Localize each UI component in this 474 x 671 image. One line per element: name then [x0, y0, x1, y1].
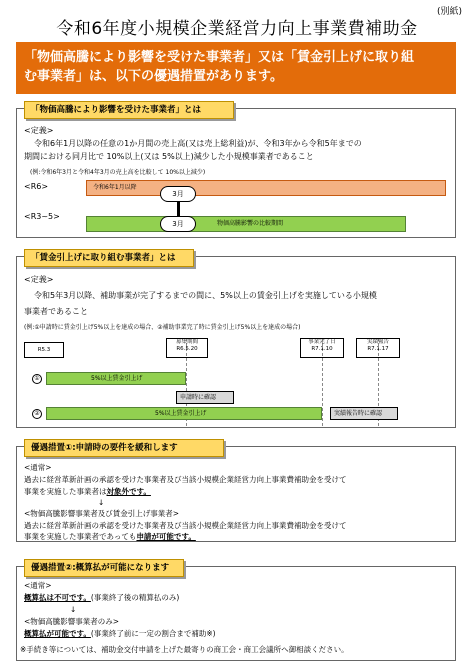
milestone-report-title: 実績報告 [366, 339, 389, 345]
r3-5-period-bar [86, 216, 406, 232]
case-1-wage-bar [46, 372, 186, 385]
wage-definition-text-1: 令和5年3月以降、補助事業が完了するまでの間に、5%以上の賃金引上げを実施している小規模 [34, 291, 377, 300]
advance-ratio-note: (事業終了前に一定の割合まで補助※) [90, 629, 216, 638]
r6-period-label: 令和6年1月以降 [93, 184, 137, 191]
connector-line [177, 202, 180, 216]
march-marker-bottom: 3月 [160, 216, 196, 232]
section-relaxed-requirements-heading: 優遇措置①:申請時の要件を緩和します [24, 439, 224, 457]
page-title: 令和6年度小規模企業経営力向上事業費補助金 [56, 19, 418, 39]
section-advance-payment-heading: 優遇措置②:概算払が可能になります [24, 559, 184, 577]
down-arrow-1: ↓ [98, 498, 105, 507]
milestone-r5-3-label: R5.3 [37, 347, 51, 353]
r3-5-period-label: 物価高騰影響の比較期間 [217, 220, 284, 227]
special-text-1: 過去に経営革新計画の承認を受けた事業者及び当該小規模企業経営力向上事業費補助金を受けて [24, 521, 347, 530]
settlement-only-note: (事業終了後の精算払のみ) [90, 593, 180, 602]
march-marker-top: 3月 [160, 186, 196, 202]
milestone-application-period [166, 338, 208, 358]
case-2-wage-label: 5%以上賃金引上げ [155, 410, 207, 417]
milestone-application-title: 募集期間 [175, 339, 198, 345]
can-apply-text: 申請が可能です。 [136, 532, 196, 541]
milestone-completion-title: 事業完了日 [308, 339, 336, 345]
banner-line-2: む事業者」は、以下の優遇措置があります。 [24, 69, 283, 84]
standard-text-1: 過去に経営革新計画の承認を受けた事業者及び当該小規模企業経営力向上事業費補助金を受けて [24, 475, 347, 484]
r6-period-bar [86, 180, 446, 196]
definition-text-1: 令和6年1月以降の任意の1か月間の売上高(又は売上総利益)が、令和3年から令和5年までの [34, 139, 362, 148]
payment-standard-label: <通常> [24, 581, 52, 590]
case-2-wage-bar [46, 407, 322, 420]
section-price-impact-heading: 「物価高騰により影響を受けた事業者」とは [24, 101, 234, 119]
standard-text-2 [24, 486, 151, 497]
not-eligible-text: 対象外です。 [106, 487, 151, 496]
case-2-check-box: 実績報告時に確認 [330, 407, 398, 420]
special-text-2a: 事業を実施した事業者であっても [24, 532, 137, 541]
special-text-2 [24, 531, 196, 542]
price-impact-only-label: <物価高騰影響事業者のみ> [24, 617, 120, 626]
case-1-marker: ① [32, 374, 42, 384]
r3-5-label: <R3~5> [24, 212, 60, 221]
special-label: <物価高騰影響事業者及び賃金引上げ事業者> [24, 509, 180, 518]
intro-banner [16, 42, 456, 94]
r6-label: <R6> [24, 182, 49, 191]
advance-not-allowed: 概算払は不可です。 [24, 593, 91, 602]
milestone-report-date: R7.1.17 [367, 346, 389, 352]
payment-special-text [24, 628, 216, 639]
case-2-marker: ② [32, 409, 42, 419]
standard-text-2a: 事業を実施した事業者は [24, 487, 107, 496]
definition-label: <定義> [24, 126, 54, 135]
wage-definition-text-2: 事業者であること [24, 307, 88, 316]
footnote: ※手続き等については、補助金交付申請を上げた最寄りの商工会・商工会議所へ御相談ください。 [20, 645, 349, 654]
section-wage-increase-heading: 「賃金引上げに取り組む事業者」とは [24, 249, 194, 267]
annex-tag: (別紙) [436, 7, 462, 17]
milestone-completion-date: R7.1.10 [311, 346, 333, 352]
advance-allowed: 概算払が可能です。 [24, 629, 91, 638]
down-arrow-2: ↓ [70, 605, 77, 614]
milestone-completion [300, 338, 344, 358]
definition-example: (例:令和6年3月と令和4年3月の売上高を比較して 10%以上減少) [30, 169, 206, 176]
case-1-wage-label: 5%以上賃金引上げ [91, 375, 143, 382]
milestone-application-date: R6.5.20 [176, 346, 198, 352]
case-1-check-box: 申請時に確認 [176, 391, 234, 404]
milestone-r5-3 [24, 342, 64, 358]
milestone-report [356, 338, 400, 358]
definition-label-2: <定義> [24, 275, 54, 284]
wage-example: (例:①申請時に賃金引上げ5%以上を達成の場合、②補助事業完了時に賃金引上げ5%以上を達成の場合) [24, 324, 301, 331]
banner-line-1: 「物価高騰により影響を受けた事業者」又は「賃金引上げに取り組 [24, 50, 415, 65]
payment-standard-text [24, 592, 179, 603]
standard-label: <通常> [24, 463, 52, 472]
definition-text-2: 期間における同月比で 10%以上(又は 5%以上)減少した小規模事業者であること [24, 152, 314, 161]
